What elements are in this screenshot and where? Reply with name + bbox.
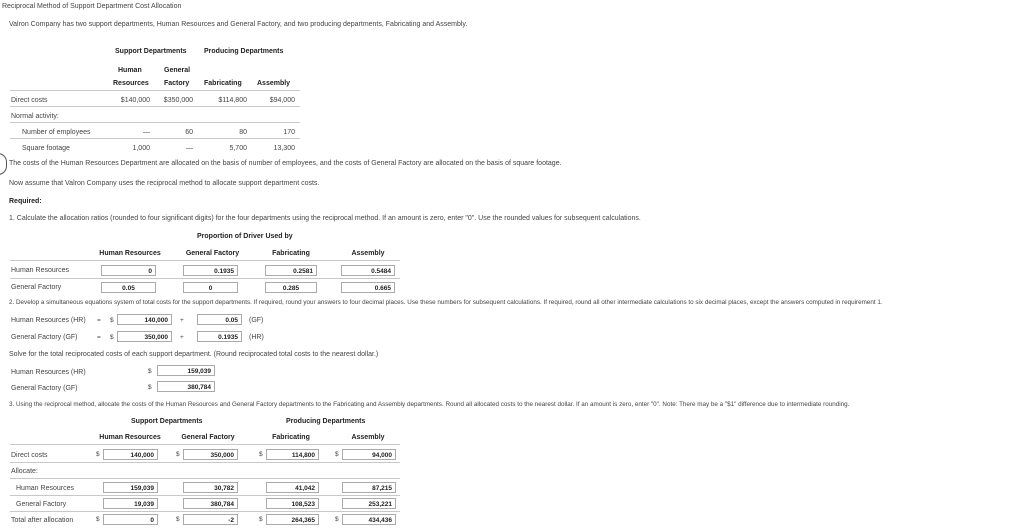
req1-gf-fab-input[interactable]: 0.285	[265, 282, 317, 293]
req1-row-hr-label: Human Resources	[11, 267, 69, 274]
req2-eq-gf-ratio-input[interactable]: 0.1935	[197, 331, 242, 342]
req3-row-rule-3	[10, 495, 400, 496]
req3-alloc-gf-label: General Factory	[16, 501, 67, 508]
page-title: Reciprocal Method of Support Department Cost Allocation	[2, 3, 182, 10]
req3-allocate-label: Allocate:	[11, 468, 38, 475]
req1-text: 1. Calculate the allocation ratios (rounded to four significant digits) for the four departments using the reciprocal method. If an amount is zero, enter "0". Use the rounded values for subsequent calculations.	[9, 215, 641, 222]
req3-col-gf: General Factory	[181, 434, 235, 441]
req3-header-rule	[10, 444, 400, 445]
dollar-sign: $	[335, 451, 339, 458]
req2-hr-total-input[interactable]: 159,039	[157, 365, 215, 376]
req3-total-gf-input[interactable]: -2	[183, 514, 238, 525]
req2-eq-hr-amount-input[interactable]: 140,000	[117, 314, 172, 325]
dollar-sign: $	[259, 516, 263, 523]
req1-hr-gf-input[interactable]: 0.1935	[183, 265, 238, 276]
given-normal-activity-label: Normal activity:	[11, 113, 59, 120]
given-header-rule	[10, 90, 300, 91]
given-emp-fab: 80	[239, 129, 247, 136]
req3-total-label: Total after allocation	[11, 517, 74, 524]
req1-hr-hr-input[interactable]: 0	[101, 265, 156, 276]
req3-text: 3. Using the reciprocal method, allocate the costs of the Human Resources and General Factory departments to the Fabricating and Assembly departments. Round all allocated costs to the nearest dollar. If an amount is zero, enter "0". Note: There may be a "$1" difference due to intermediate rounding.	[9, 401, 850, 408]
req3-row-rule-4	[10, 511, 400, 512]
given-direct-costs-label: Direct costs	[11, 97, 48, 104]
req2-eq-gf-equals: =	[97, 334, 101, 341]
given-direct-fab: $114,800	[218, 97, 247, 104]
given-col-gf-2: Factory	[164, 80, 190, 87]
req1-row-rule	[10, 278, 400, 279]
required-label: Required:	[9, 198, 42, 205]
req3-col-fab: Fabricating	[272, 434, 310, 441]
req2-eq-hr-var: (GF)	[249, 317, 264, 324]
req3-alloc-gf-fab-input[interactable]: 108,523	[266, 498, 319, 509]
req2-eq-hr-equals: =	[97, 317, 101, 324]
req2-gf-total-input[interactable]: 380,784	[157, 381, 215, 392]
req3-direct-gf-input[interactable]: 350,000	[183, 449, 238, 460]
req3-direct-asm-input[interactable]: 94,000	[342, 449, 396, 460]
req2-solve-text: Solve for the total reciprocated costs of each support department. (Round reciprocated total costs to the nearest dollar.)	[9, 351, 379, 358]
given-group-support: Support Departments	[115, 48, 187, 55]
given-sqft-hr: 1,000	[132, 145, 150, 152]
req3-alloc-hr-fab-input[interactable]: 41,042	[266, 482, 319, 493]
dollar-sign: $	[335, 516, 339, 523]
given-row-rule-2	[10, 122, 300, 123]
req3-direct-fab-input[interactable]: 114,800	[266, 449, 319, 460]
dollar-sign: $	[176, 451, 180, 458]
req1-row-gf-label: General Factory	[11, 284, 62, 291]
req3-group-support: Support Departments	[131, 418, 203, 425]
dollar-sign: $	[176, 516, 180, 523]
req1-hr-fab-input[interactable]: 0.2581	[265, 265, 317, 276]
dollar-sign: $	[259, 451, 263, 458]
req3-alloc-gf-gf-input[interactable]: 380,784	[183, 498, 238, 509]
given-row-rule-1	[10, 106, 300, 107]
given-col-fab: Fabricating	[204, 80, 242, 87]
given-emp-gf: 60	[185, 129, 193, 136]
dollar-sign: $	[148, 384, 152, 391]
feedback-bracket	[0, 153, 7, 175]
given-sqft-label: Square footage	[22, 145, 70, 152]
intro-text: Valron Company has two support departments, Human Resources and General Factory, and two producing departments, Fabricating and Assembly.	[9, 21, 468, 28]
given-employees-label: Number of employees	[22, 129, 91, 136]
req2-eq-gf-plus: +	[180, 334, 184, 341]
dollar-sign: $	[96, 516, 100, 523]
given-sqft-fab: 5,700	[229, 145, 247, 152]
req2-eq-hr-label: Human Resources (HR)	[11, 317, 86, 324]
req2-hr-label: Human Resources (HR)	[11, 369, 86, 376]
req3-direct-label: Direct costs	[11, 452, 48, 459]
given-row-rule-3	[10, 138, 300, 139]
req2-text: 2. Develop a simultaneous equations system of total costs for the support departments. If required, round your answers to four decimal places. Use these numbers for subsequent calculations. If required, round all other intermediate calculations to six decimal places, except the answers computed in requirement 1.	[9, 299, 883, 306]
req3-alloc-hr-hr-input[interactable]: 159,039	[103, 482, 158, 493]
dollar-sign: $	[148, 368, 152, 375]
req3-row-rule-2	[10, 478, 400, 479]
req2-eq-gf-label: General Factory (GF)	[11, 334, 78, 341]
req3-total-asm-input[interactable]: 434,436	[342, 514, 396, 525]
req1-col-asm: Assembly	[351, 250, 385, 257]
given-direct-hr: $140,000	[120, 97, 150, 104]
req3-col-hr: Human Resources	[99, 434, 161, 441]
req3-alloc-gf-hr-input[interactable]: 19,039	[103, 498, 158, 509]
given-sqft-asm: 13,300	[273, 145, 295, 152]
req2-eq-hr-plus: +	[180, 317, 184, 324]
req3-alloc-hr-gf-input[interactable]: 30,782	[183, 482, 238, 493]
req3-alloc-hr-asm-input[interactable]: 87,215	[342, 482, 396, 493]
given-emp-hr: —	[143, 129, 150, 136]
dollar-sign: $	[96, 451, 100, 458]
req1-col-fab: Fabricating	[272, 250, 310, 257]
req2-eq-hr-ratio-input[interactable]: 0.05	[197, 314, 242, 325]
req2-eq-gf-var: (HR)	[249, 334, 264, 341]
req3-alloc-hr-label: Human Resources	[16, 485, 74, 492]
basis-note: The costs of the Human Resources Department are allocated on the basis of number of employees, and the costs of General Factory are allocated on the basis of square footage.	[9, 160, 562, 167]
req3-row-rule-1	[10, 462, 400, 463]
req1-gf-asm-input[interactable]: 0.665	[341, 282, 395, 293]
req3-col-asm: Assembly	[351, 434, 385, 441]
req2-gf-label: General Factory (GF)	[11, 385, 78, 392]
req1-proportion-header: Proportion of Driver Used by	[197, 233, 293, 240]
given-emp-asm: 170	[283, 129, 295, 136]
given-group-producing: Producing Departments	[204, 48, 284, 55]
dollar-sign: $	[110, 334, 114, 341]
req1-col-hr: Human Resources	[99, 250, 161, 257]
given-sqft-gf: —	[186, 145, 193, 152]
req1-header-rule	[10, 260, 400, 261]
req3-total-fab-input[interactable]: 264,365	[266, 514, 319, 525]
given-direct-asm: $94,000	[269, 97, 295, 104]
req3-group-producing: Producing Departments	[286, 418, 366, 425]
req1-gf-hr-input[interactable]: 0.05	[101, 282, 156, 293]
req3-direct-hr-input[interactable]: 140,000	[103, 449, 158, 460]
req3-total-hr-input[interactable]: 0	[103, 514, 158, 525]
req1-gf-gf-input[interactable]: 0	[183, 282, 238, 293]
req1-col-gf: General Factory	[185, 250, 240, 257]
dollar-sign: $	[110, 317, 114, 324]
given-col-asm: Assembly	[257, 80, 291, 87]
req3-alloc-gf-asm-input[interactable]: 253,221	[342, 498, 396, 509]
assume-note: Now assume that Valron Company uses the reciprocal method to allocate support department costs.	[9, 180, 320, 187]
given-col-hr-1: Human	[118, 67, 142, 74]
given-col-gf-1: General	[164, 67, 191, 74]
req2-eq-gf-amount-input[interactable]: 350,000	[117, 331, 172, 342]
given-direct-gf: $350,000	[163, 97, 193, 104]
given-col-hr-2: Resources	[113, 80, 149, 87]
req1-hr-asm-input[interactable]: 0.5484	[341, 265, 395, 276]
